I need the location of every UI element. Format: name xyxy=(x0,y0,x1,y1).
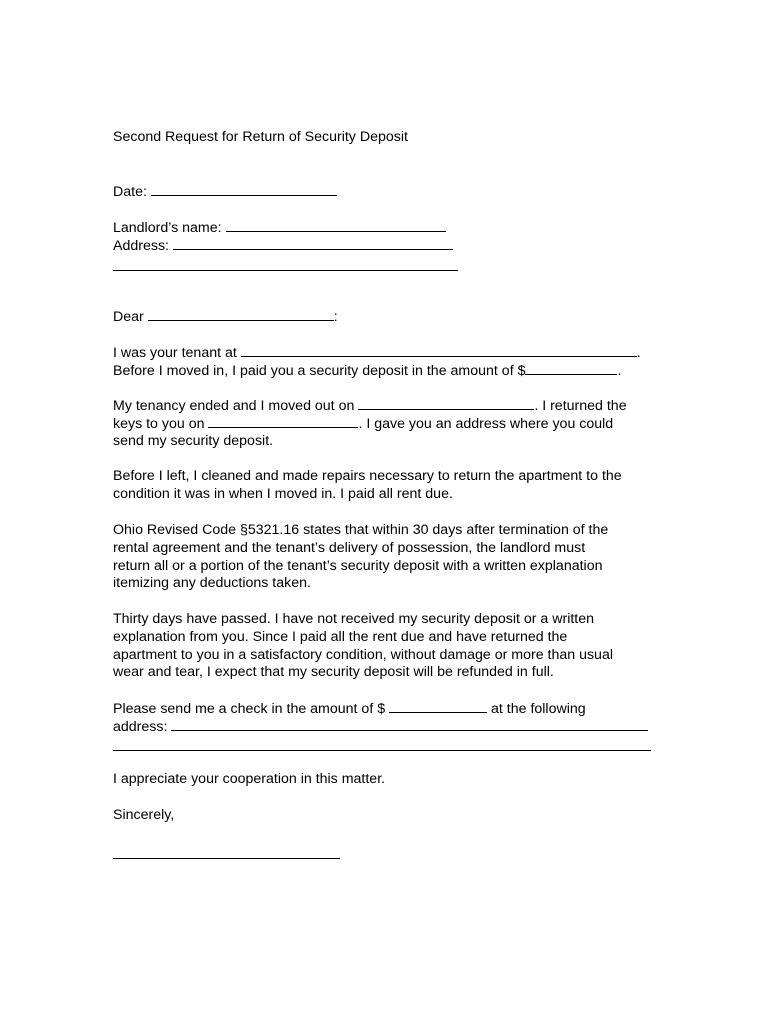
keys-line-3-text: send my security deposit. xyxy=(113,433,274,449)
landlord-name-blank[interactable] xyxy=(226,219,446,232)
landlord-salutation-blank[interactable] xyxy=(148,308,334,321)
title-text: Second Request for Return of Security Deposit xyxy=(113,129,408,145)
return-address-blank[interactable] xyxy=(171,718,648,731)
landlord-address-row xyxy=(113,237,453,256)
moved-out-row xyxy=(113,397,627,416)
keys-label: keys to you on xyxy=(113,416,205,432)
return-address-row xyxy=(113,718,648,737)
thirty-days-paragraph xyxy=(113,611,658,682)
return-address-label: address: xyxy=(113,719,168,735)
check-label: Please send me a check in the amount of $ xyxy=(113,701,386,717)
signature-line[interactable] xyxy=(113,858,340,859)
deposit-amount-blank[interactable] xyxy=(525,362,617,375)
landlord-name-label: Landlord’s name: xyxy=(113,220,222,236)
tenant-at-label: I was your tenant at xyxy=(113,345,237,361)
paragraph-line: wear and tear, I expect that my security deposit will be refunded in full. xyxy=(113,664,554,681)
tenant-at-end: . xyxy=(636,345,641,361)
move-out-date-blank[interactable] xyxy=(358,397,534,410)
keys-end: . I gave you an address where you could xyxy=(358,416,614,432)
tenant-address-row xyxy=(113,344,641,363)
cleaned-paragraph xyxy=(113,468,658,504)
moved-out-end: . I returned the xyxy=(534,398,627,414)
return-address-blank-2[interactable] xyxy=(113,750,651,751)
paragraph-line: Thirty days have passed. I have not received my security deposit or a written xyxy=(113,611,595,627)
appreciation-text: I appreciate your cooperation in this matter. xyxy=(113,771,386,787)
paragraph-line: explanation from you. Since I paid all the rent due and have returned the xyxy=(113,628,568,645)
deposit-end: . xyxy=(617,363,622,379)
paragraph-line: condition it was in when I moved in. I paid all rent due. xyxy=(113,485,453,502)
appreciation-line xyxy=(113,771,385,789)
closing-line xyxy=(113,807,174,825)
paragraph-line: apartment to you in a satisfactory condition, without damage or more than usual xyxy=(113,646,613,663)
landlord-address-blank-2[interactable] xyxy=(113,270,458,271)
deposit-row xyxy=(113,362,621,381)
dear-colon: : xyxy=(333,309,338,325)
salutation-row xyxy=(113,308,338,327)
moved-out-label: My tenancy ended and I moved out on xyxy=(113,398,355,414)
check-end: at the following xyxy=(491,701,586,717)
keys-date-blank[interactable] xyxy=(208,415,358,428)
landlord-address-blank[interactable] xyxy=(173,237,453,250)
rental-address-blank[interactable] xyxy=(241,344,637,357)
address-label: Address: xyxy=(113,238,169,254)
keys-row xyxy=(113,415,613,434)
landlord-name-row xyxy=(113,219,446,238)
date-row xyxy=(113,183,337,202)
paragraph-line: itemizing any deductions taken. xyxy=(113,575,311,592)
dear-label: Dear xyxy=(113,309,144,325)
keys-line-3 xyxy=(113,433,273,451)
paragraph-line: Ohio Revised Code §5321.16 states that within 30 days after termination of the xyxy=(113,522,609,538)
check-row xyxy=(113,700,586,719)
ohio-code-paragraph xyxy=(113,522,658,593)
closing-text: Sincerely, xyxy=(113,807,175,823)
date-blank[interactable] xyxy=(151,183,337,196)
paragraph-line: rental agreement and the tenant’s delivery of possession, the landlord must xyxy=(113,539,586,556)
check-amount-blank[interactable] xyxy=(389,700,487,713)
letter-title xyxy=(113,129,408,147)
paragraph-line: Before I left, I cleaned and made repairs necessary to return the apartment to the xyxy=(113,468,622,484)
paragraph-line: return all or a portion of the tenant’s security deposit with a written explanation xyxy=(113,557,603,574)
deposit-label: Before I moved in, I paid you a security deposit in the amount of $ xyxy=(113,363,526,379)
date-label: Date: xyxy=(113,184,147,200)
